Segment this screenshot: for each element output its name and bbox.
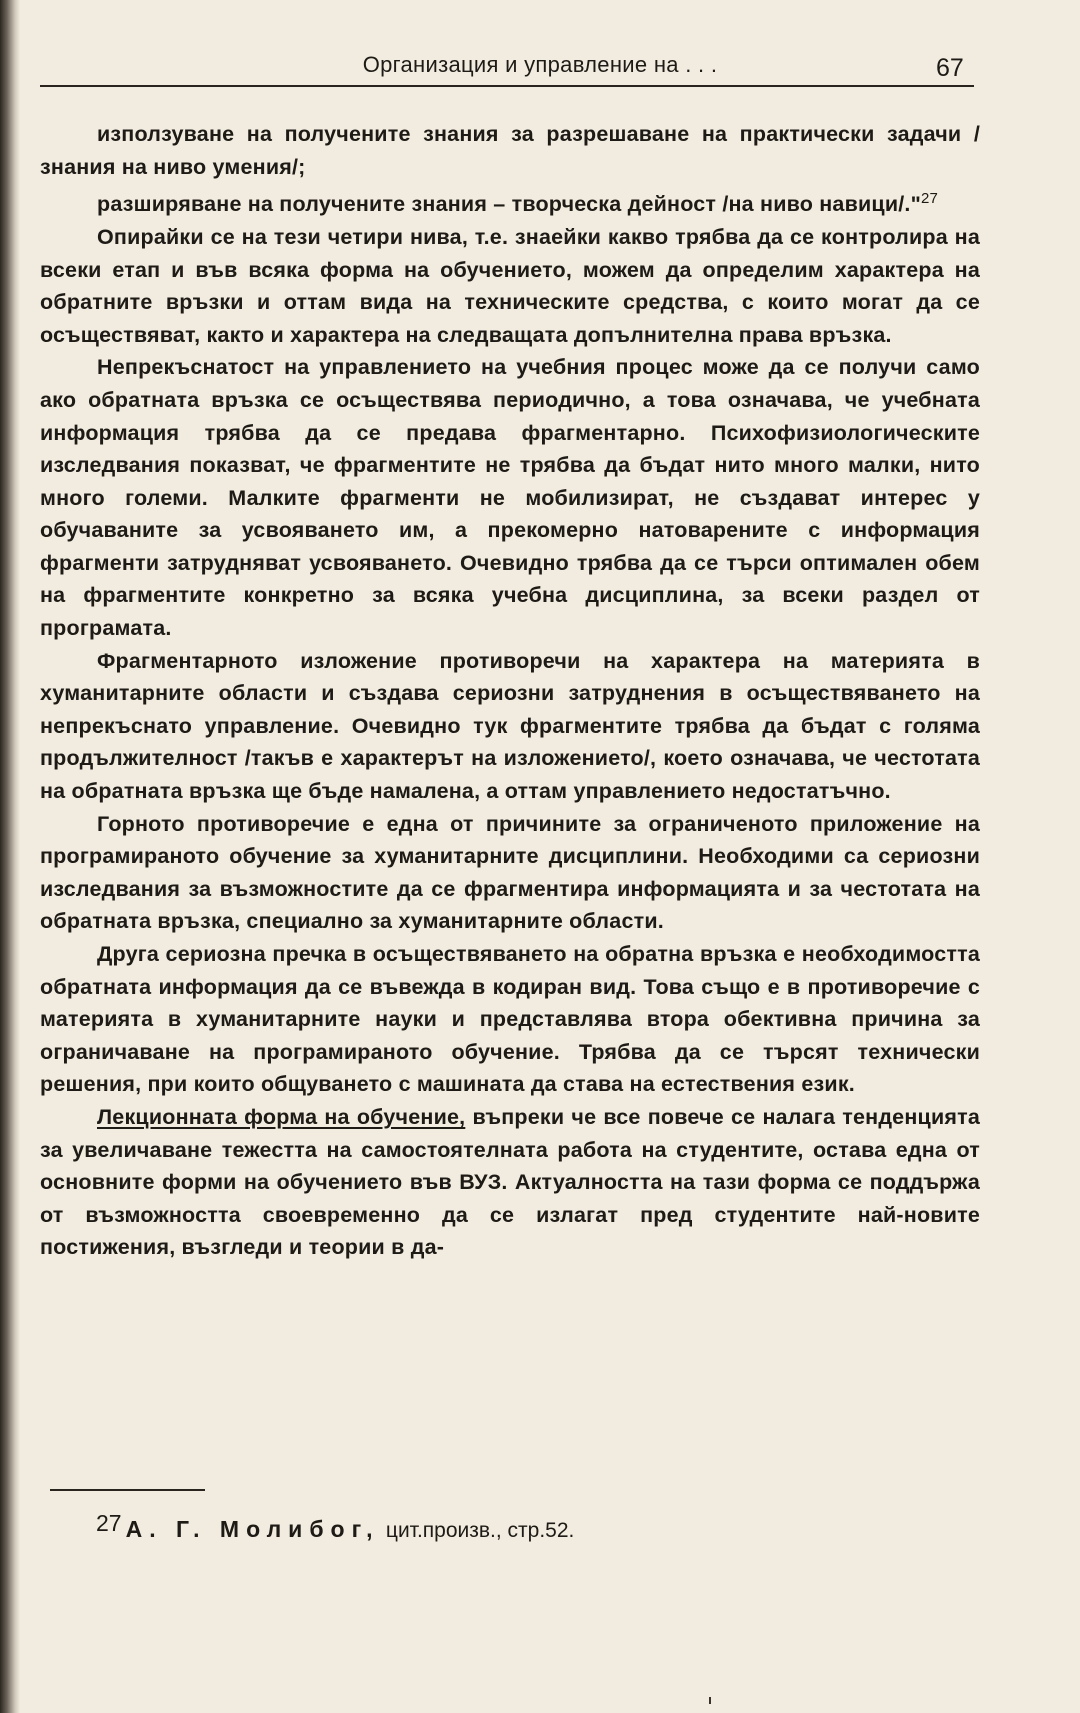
footnote <box>96 1510 574 1543</box>
print-mark <box>709 1697 711 1704</box>
paragraph-5: Фрагментарното изложение противоречи на характера на материята в хуманитарните области и създава сериозни затруднения в осъществяването на непрекъснато управление. Очевидно тук фрагментите трябва да бъдат с голяма продължителност /такъв е характерът на изложението/, което означава, че честотата на обратната връзка ще бъде намалена, а оттам управлението недостатъчно. <box>40 648 980 804</box>
footnote-author: А. Г. Молибог, <box>125 1516 380 1542</box>
paragraph-8 <box>40 1101 980 1264</box>
paragraph-1 <box>40 118 980 183</box>
paragraph-6: Горното противоречие е една от причините за ограниченото приложение на програмираното обучение за хуманитарните дисциплини. Необходими са сериозни изследвания за възможностите да се фрагментира информацията и за честотата на обратната връзка, специално за хуманитарните области. <box>40 811 980 934</box>
footnote-citation: цит.произв., стр.52. <box>385 1519 575 1542</box>
header-rule <box>40 85 974 87</box>
paragraph-4: Непрекъснатост на управлението на учебния процес може да се получи само ако обратната връзка се осъществява периодично, а това означава, че учебната информация трябва да се предава фрагментарно. Психофизиологическите изследвания показват, че фрагментите не трябва да бъдат нито много малки, нито много големи. Малките фрагменти не мобилизират, не създават интерес у обучаваните за усвояването им, а прекомерно натоварените с информация фрагменти затрудняват усвояването. Очевидно трябва да се търси оптимален обем на фрагментите конкретно за всяка учебна дисциплина, за всеки раздел от програмата. <box>40 355 980 641</box>
underlined-phrase: Лекционната форма на обучение, <box>97 1104 466 1129</box>
page-number: 67 <box>936 54 964 82</box>
paragraph-2-text: разширяване на получените знания – творческа дейност /на ниво навици/." <box>97 192 921 217</box>
footnote-reference: 27 <box>921 190 939 208</box>
paragraph-8-text: въпреки че все повече се налага тенденцията за увеличаване тежестта на самостоятелната работа на студентите, остава една от основните форми на обучението във ВУЗ. Актуалността на тази форма се поддържа от възможността своевременно да се излагат пред студентите най-новите постижения, възгледи и теории в да- <box>40 1104 980 1260</box>
running-title: Организация и управление на . . . <box>362 52 718 77</box>
paragraph-1-text: използуване на получените знания за разрешаване на практически задачи /знания на ниво умения/; <box>40 122 980 179</box>
footnote-separator <box>50 1489 205 1491</box>
paragraph-3: Опирайки се на тези четири нива, т.е. знаейки какво трябва да се контролира на всеки етап и във всяка форма на обучението, можем да определим характера на обратните връзки и оттам вида на техническите средства, с които могат да се осъществяват, както и характера на следващата допълнителна права връзка. <box>40 224 980 347</box>
paragraph-7: Друга сериозна пречка в осъществяването на обратна връзка е необходимостта обратната информация да се въвежда в кодиран вид. Това също е в противоречие с материята в хуманитарните науки и представлява втора обективна причина за ограничаване на програмираното обучение. Трябва да се търсят технически решения, при които общуването с машината да става на естествения език. <box>40 942 980 1097</box>
body-text <box>40 118 980 1264</box>
footnote-number: 27 <box>96 1510 122 1536</box>
paragraph-2 <box>40 183 980 221</box>
